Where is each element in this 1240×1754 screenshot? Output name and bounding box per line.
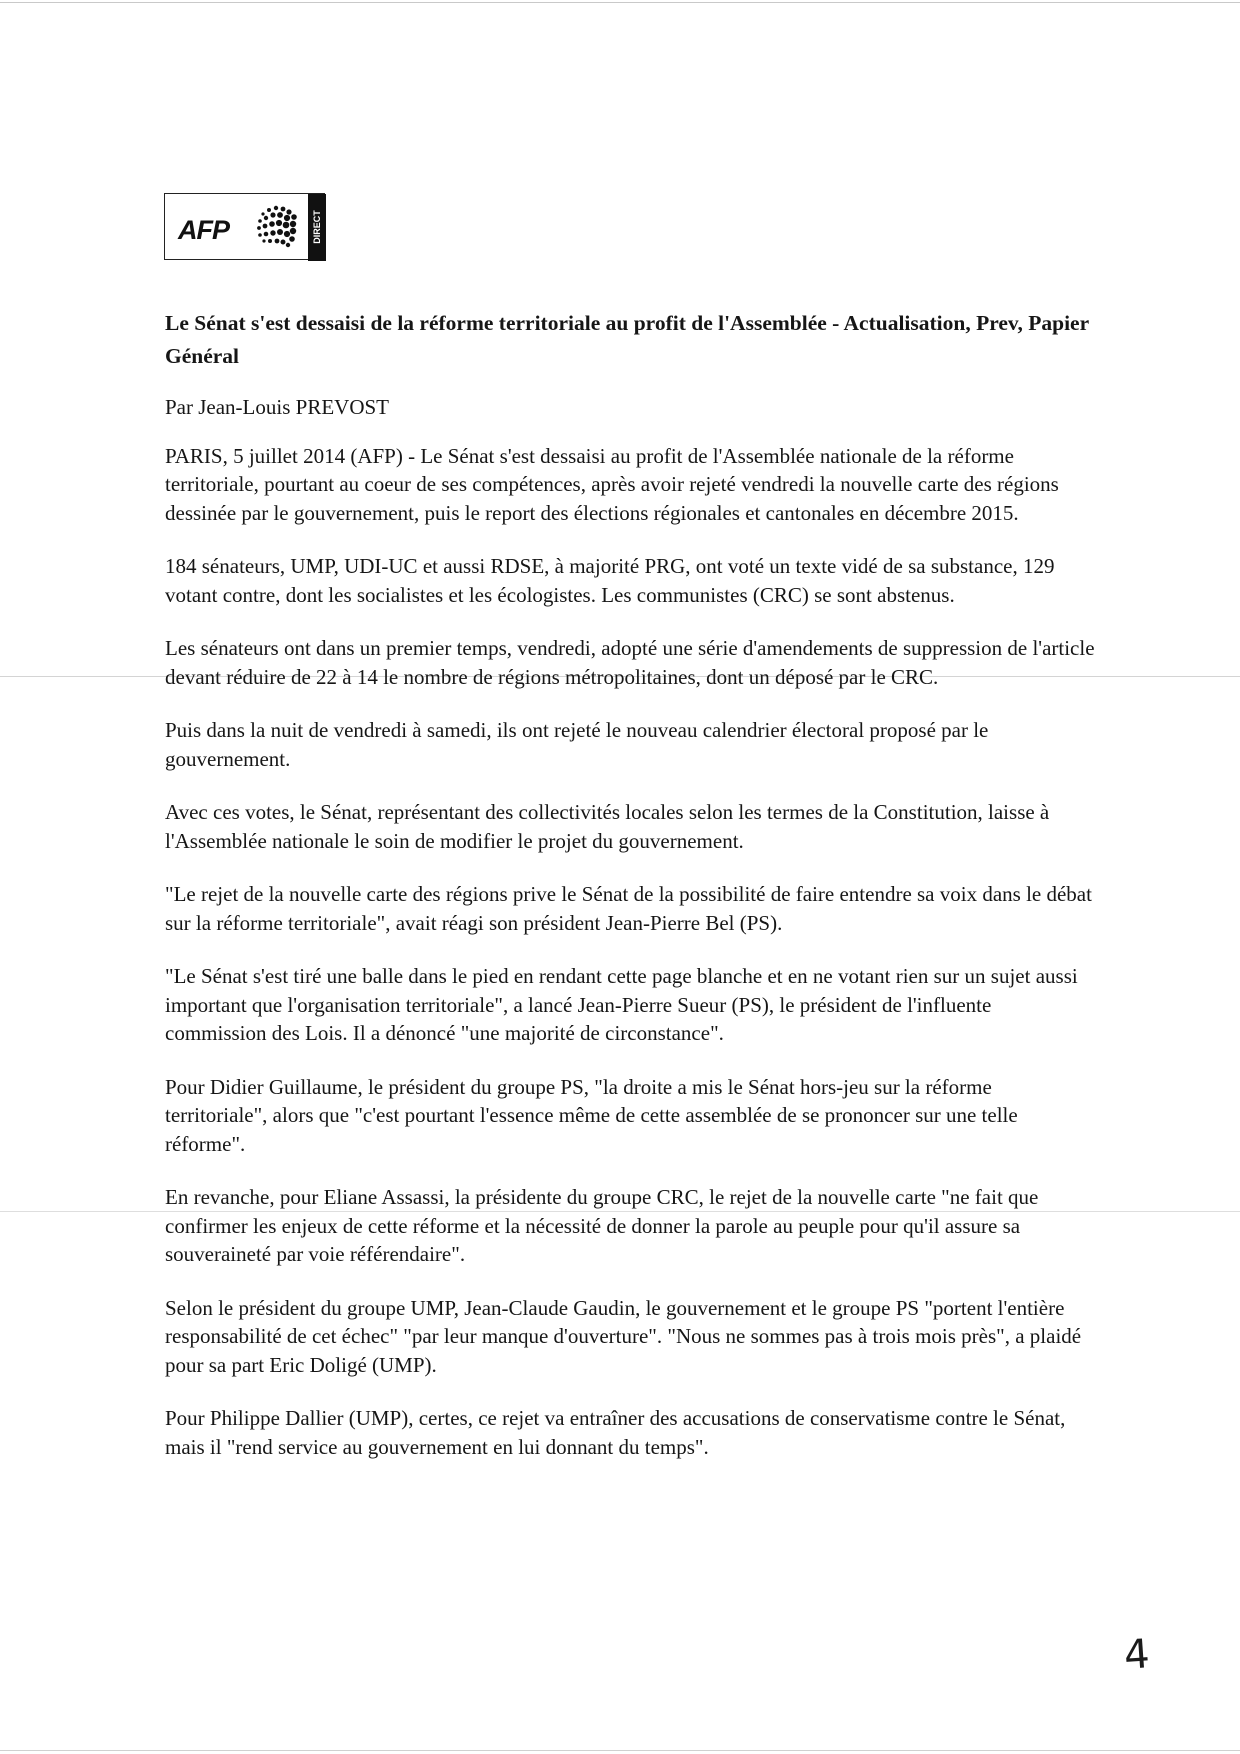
direct-vertical-label: DIRECT	[312, 210, 322, 244]
article-paragraph: En revanche, pour Eliane Assassi, la présidente du groupe CRC, le rejet de la nouvelle carte "ne fait que confirmer les enjeux de cette réforme et la nécessité de donner la parole au peuple pour qu'il assure sa souveraineté par voie référendaire".	[165, 1185, 1039, 1266]
article-paragraph: Pour Didier Guillaume, le président du groupe PS, "la droite a mis le Sénat hors-jeu sur la réforme territoriale", alors que "c'est pourtant l'essence même de cette assemblée de se prononcer sur une telle réforme".	[165, 1074, 1018, 1156]
article-paragraph: "Le rejet de la nouvelle carte des régions prive le Sénat de la possibilité de faire entendre sa voix dans le débat sur la réforme territoriale", avait réagi son président Jean-Pierre Bel (PS).	[165, 882, 1092, 935]
handwritten-page-number: 4	[1122, 1631, 1152, 1679]
article-paragraph: Avec ces votes, le Sénat, représentant des collectivités locales selon les termes de la Constitution, laisse à l'Assemblée nationale le soin de modifier le projet du gouvernement.	[165, 800, 1050, 853]
article-paragraph: Les sénateurs ont dans un premier temps, vendredi, adopté une série d'amendements de suppression de l'article devant réduire de 22 à 14 le nombre de régions métropolitaines, dont un déposé par le CRC.	[165, 636, 1095, 689]
article-byline: Par Jean-Louis PREVOST	[165, 395, 389, 419]
afp-logo-wordmark: AFP	[178, 215, 229, 245]
scan-edge-top	[0, 2, 1240, 3]
news-article	[165, 307, 1095, 1486]
article-paragraph: Puis dans la nuit de vendredi à samedi, ils ont rejeté le nouveau calendrier électoral proposé par le gouvernement.	[165, 718, 989, 771]
article-paragraph: Pour Philippe Dallier (UMP), certes, ce rejet va entraîner des accusations de conservatisme contre le Sénat, mais il "rend service au gouvernement en lui donnant du temps".	[165, 1406, 1066, 1459]
scan-edge-bottom	[0, 1750, 1240, 1751]
article-headline: Le Sénat s'est dessaisi de la réforme territoriale au profit de l'Assemblée - Actualisation, Prev, Papier Général	[165, 311, 1089, 368]
afp-logo-mark	[165, 194, 326, 261]
article-paragraph: 184 sénateurs, UMP, UDI-UC et aussi RDSE, à majorité PRG, ont voté un texte vidé de sa substance, 129 votant contre, dont les socialistes et les écologistes. Les communistes (CRC) se sont abstenus.	[165, 554, 1055, 607]
article-paragraph: Selon le président du groupe UMP, Jean-Claude Gaudin, le gouvernement et le groupe PS "portent l'entière responsabilité de cet échec" "par leur manque d'ouverture". "Nous ne sommes pas à trois mois près", a plaidé pour sa part Eric Doligé (UMP).	[165, 1295, 1082, 1377]
globe-icon	[256, 206, 298, 248]
afp-direct-logo	[164, 193, 325, 260]
article-paragraph: PARIS, 5 juillet 2014 (AFP) - Le Sénat s'est dessaisi au profit de l'Assemblée nationale de la réforme territoriale, pourtant au coeur de ses compétences, après avoir rejeté vendredi la nouvelle carte des régions dessinée par le gouvernement, puis le report des élections régionales et cantonales en décembre 2015.	[165, 443, 1059, 525]
article-paragraph: "Le Sénat s'est tiré une balle dans le pied en rendant cette page blanche et en ne votant rien sur un sujet aussi important que l'organisation territoriale", a lancé Jean-Pierre Sueur (PS), le président de l'influente commission des Lois. Il a dénoncé "une majorité de circonstance".	[165, 964, 1078, 1045]
